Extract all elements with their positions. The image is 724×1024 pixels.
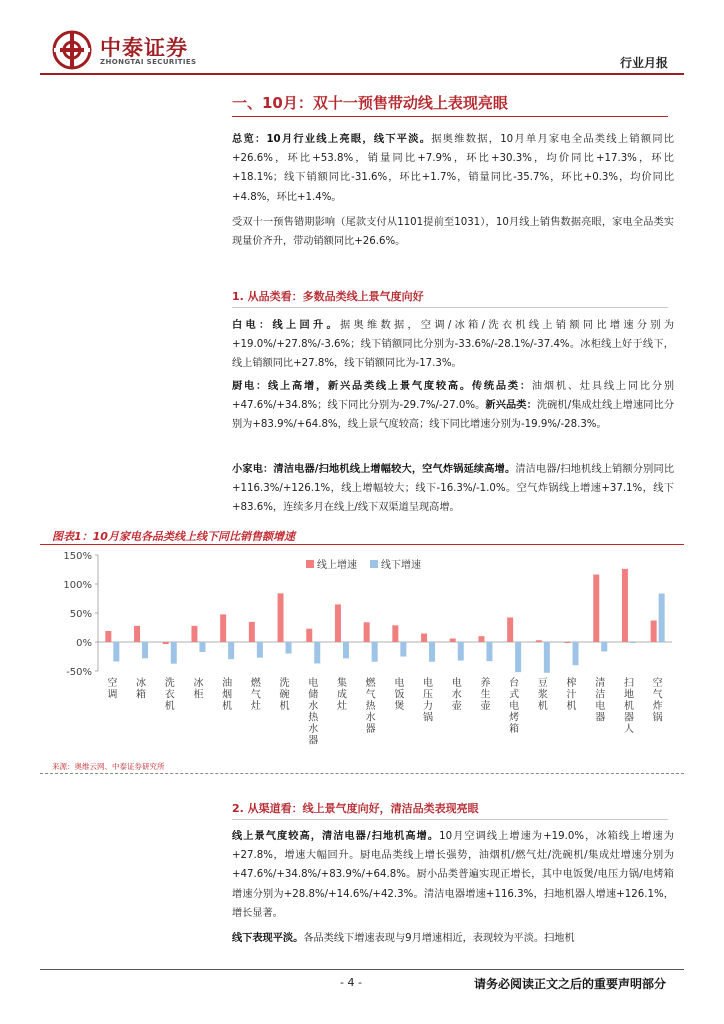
category-label: 豆浆机 xyxy=(537,678,548,712)
category-label: 燃气热水器 xyxy=(365,678,376,735)
bar-offline xyxy=(286,642,292,654)
header-divider xyxy=(40,73,684,75)
online-channel-body: 10月空调线上增速为+19.0%，冰箱线上增速为+27.8%，增速大幅回升。厨电品类线上增长强势，油烟机/燃气灶/洗碗机/集成灶增速分别为+47.6%/+34.8%/+83.9%/+64.8%。厨小品类普遍实现正增长，其中电饭煲/电压力锅/电烤箱增速分别为+28.8%/+14.6%/+42.3%。清洁电器增速+116.3%，扫地机器人增速+126.1%，增长显著。 xyxy=(232,831,674,919)
bar-offline xyxy=(486,642,492,661)
online-channel-lead: 线上景气度较高，清洁电器/扫地机高增。 xyxy=(232,831,440,842)
bar-online xyxy=(392,625,398,642)
bar-online xyxy=(421,634,427,642)
legend-swatch-offline xyxy=(370,560,378,568)
bar-offline xyxy=(659,594,665,642)
bar-online xyxy=(536,640,542,642)
footer-disclaimer: 请务必阅读正文之后的重要声明部分 xyxy=(473,977,666,991)
y-tick-label: 100% xyxy=(63,580,92,591)
bar-offline xyxy=(573,642,579,665)
small-appliance-lead: 小家电：清洁电器/扫地机线上增幅较大，空气炸锅延续高增。 xyxy=(232,464,516,475)
bar-offline xyxy=(228,642,234,659)
bar-offline xyxy=(372,642,378,662)
category-label: 养生壶 xyxy=(480,678,491,712)
category-label: 电储水热水器 xyxy=(308,678,319,747)
legend-label-offline: 线下增速 xyxy=(381,560,421,571)
bar-online xyxy=(507,617,513,642)
kitchen-lead: 厨电：线上高增，新兴品类线上景气度较高。传统品类： xyxy=(232,381,532,392)
bar-offline xyxy=(142,642,148,658)
footer-divider xyxy=(40,969,684,970)
section-title: 一、10月：双十一预售带动线上表现亮眼 xyxy=(232,94,508,112)
bar-online xyxy=(306,629,312,642)
category-label: 洗衣机 xyxy=(164,678,175,712)
bar-online xyxy=(565,642,571,643)
figure-title: 图表1：10月家电各品类线上线下同比销售额增速 xyxy=(52,530,295,543)
category-label: 电水壶 xyxy=(451,678,462,712)
y-tick-label: 0% xyxy=(76,638,92,649)
bar-online xyxy=(478,636,484,642)
bar-offline xyxy=(400,642,406,657)
category-label: 洗碗机 xyxy=(279,678,290,712)
overview-lead: 总览：10月行业线上亮眼，线下平淡。 xyxy=(232,134,432,145)
bar-offline xyxy=(171,642,177,664)
offline-channel-body: 各品类线下增速表现与9月增速相近，表现较为平淡。扫地机 xyxy=(303,933,575,944)
bar-offline xyxy=(515,642,521,672)
bar-offline xyxy=(343,642,349,658)
bar-online xyxy=(335,604,341,642)
figure-bottom-divider xyxy=(40,773,684,774)
category-label: 燃气灶 xyxy=(250,678,261,712)
sales-growth-chart xyxy=(40,546,684,758)
bar-offline xyxy=(199,642,205,652)
category-label: 冰柜 xyxy=(193,678,204,701)
report-type: 行业月报 xyxy=(619,56,668,70)
bar-online xyxy=(191,626,197,642)
overview-paragraph xyxy=(232,130,674,207)
category-label: 电饭煲 xyxy=(394,678,405,712)
presale-paragraph: 受双十一预售错期影响（尾款支付从1101提前至1031），10月线上销售数据亮眼，家电全品类实现量价齐升，带动销额同比+26.6%。 xyxy=(232,217,674,248)
y-tick-label: -50% xyxy=(66,667,92,678)
bar-offline xyxy=(601,642,607,651)
bar-online xyxy=(593,575,599,642)
offline-channel-lead: 线下表现平淡。 xyxy=(232,933,304,944)
bar-online xyxy=(163,642,169,644)
y-tick-label: 150% xyxy=(63,551,92,562)
kitchen-paragraph xyxy=(232,377,674,435)
category-label: 空气炸锅 xyxy=(652,678,663,724)
category-label: 清洁电器 xyxy=(595,678,606,724)
kitchen-body-1: 油烟机、灶具线上同比分别+47.6%/+34.8%；线下同比分别为-29.7%/-27.0%。 xyxy=(232,381,675,412)
bar-online xyxy=(622,569,628,642)
figure-divider xyxy=(40,544,684,545)
bar-online xyxy=(134,626,140,642)
bar-offline xyxy=(314,642,320,663)
bar-offline xyxy=(544,642,550,673)
online-channel-paragraph xyxy=(232,827,674,923)
offline-channel-paragraph xyxy=(232,929,674,949)
bar-online xyxy=(278,593,284,642)
legend-swatch-online xyxy=(306,560,314,568)
section-divider xyxy=(232,116,668,117)
bar-online xyxy=(651,620,657,642)
bar-offline xyxy=(458,642,464,661)
bar-online xyxy=(220,614,226,642)
bar-online xyxy=(105,631,111,642)
bar-online xyxy=(364,622,370,642)
bar-offline xyxy=(113,642,119,661)
kitchen-body-2: 洗碗机/集成灶线上增速同比分别为+83.9%/+64.8%，线上景气度较高；线下同比增速分别为-19.9%/-28.3%。 xyxy=(232,400,675,431)
bar-online xyxy=(249,622,255,642)
subsection-1-title: 1. 从品类看：多数品类线上景气度向好 xyxy=(232,290,424,303)
subsection-1-divider xyxy=(232,307,668,308)
overview-body: 据奥维数据，10月单月家电全品类线上销额同比+26.6%，环比+53.8%，销量同比+7.9%，环比+30.3%，均价同比+17.3%，环比+18.1%；线下销额同比-31.6%，环比+1.7%，销量同比-35.7%，环比+0.3%，均价同比+4.8%，环比+1.4%。 xyxy=(232,134,674,203)
y-tick-label: 50% xyxy=(69,609,92,620)
subsection-2-divider xyxy=(232,819,668,820)
legend-label-online: 线上增速 xyxy=(317,560,357,571)
small-appliance-paragraph xyxy=(232,460,674,518)
figure-source: 来源：奥维云网、中泰证券研究所 xyxy=(52,762,165,771)
bar-online xyxy=(450,639,456,642)
bar-offline xyxy=(429,642,435,662)
category-label: 扫地机器人 xyxy=(623,678,634,735)
small-appliance-body: 清洁电器/扫地机线上销额分别同比+116.3%/+126.1%，线上增幅较大；线下-16.3%/-1.0%。空气炸锅线上增速+37.1%，线下+83.6%，连续多月在线上/线下双渠道呈现高增。 xyxy=(232,464,675,514)
kitchen-lead-2: 新兴品类： xyxy=(485,400,537,412)
logo-text-cn: 中泰证券 xyxy=(100,36,188,60)
company-logo xyxy=(52,30,232,70)
logo-text-en: ZHONGTAI SECURITIES xyxy=(100,58,197,66)
category-label: 台式电烤箱 xyxy=(509,678,520,735)
category-label: 榨汁机 xyxy=(566,678,577,712)
category-label: 冰箱 xyxy=(136,678,147,701)
category-label: 空调 xyxy=(107,678,118,701)
white-goods-paragraph xyxy=(232,316,674,374)
category-label: 集成灶 xyxy=(336,678,347,712)
white-goods-lead: 白电：线上回升。 xyxy=(232,320,340,331)
category-label: 油烟机 xyxy=(222,678,233,712)
category-label: 电压力锅 xyxy=(423,678,434,724)
bar-offline xyxy=(630,642,636,643)
page-number: - 4 - xyxy=(340,976,362,989)
logo-icon xyxy=(52,30,92,70)
subsection-2-title: 2. 从渠道看：线上景气度向好，清洁品类表现亮眼 xyxy=(232,802,479,815)
bar-offline xyxy=(257,642,263,658)
white-goods-body: 据奥维数据，空调/冰箱/洗衣机线上销额同比增速分别为+19.0%/+27.8%/-3.6%；线下销额同比分别为-33.6%/-28.1%/-37.4%。冰柜线上好于线下，线上销额同比+27.8%，线下销额同比为-17.3%。 xyxy=(232,320,675,370)
